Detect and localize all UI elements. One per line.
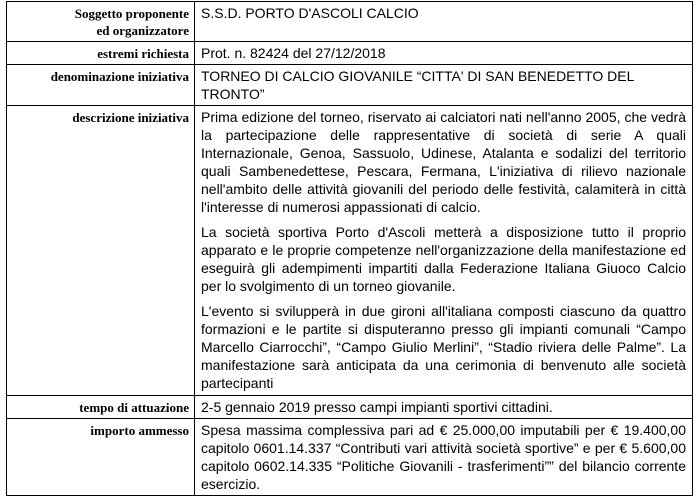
initiative-details-table [6, 1, 693, 496]
value-importo: Spesa massima complessiva pari ad € 25.000,00 imputabili per € 19.400,00 capitolo 0601.14.337 “Contributi vari attività società sportive” e per € 5.600,00 capitolo 0602.14.335 “Politiche Giovanili - trasferimenti”” del bilancio corrente esercizio. [195, 419, 693, 496]
label-estremi: estremi richiesta [7, 42, 195, 65]
value-descrizione [195, 106, 693, 396]
label-soggetto-line2: ed organizzatore [96, 23, 189, 38]
descrizione-paragraph-1: Prima edizione del torneo, riservato ai calciatori nati nell'anno 2005, che vedrà la partecipazione delle rappresentative di società di serie A quali Internazionale, Genoa, Sassuolo, Udinese, Atalanta e sodalizi del territorio quali Sambenedettese, Pescara, Fermana, L'iniziativa di rilievo nazionale nell'ambito delle attività giovanili del periodo delle festività, calamiterà in città l'interesse di numerosi appassionati di calcio. [201, 109, 686, 215]
row-importo [7, 419, 693, 496]
descrizione-paragraph-2: La società sportiva Porto d'Ascoli metterà a disposizione tutto il proprio apparato e le proprie competenze nell'organizzazione della manifestazione ed eseguirà gli adempimenti impartiti dalla Federazione Italiana Giuoco Calcio per lo svolgimento di un torneo giovanile. [201, 224, 686, 294]
row-soggetto [7, 2, 693, 42]
value-soggetto: S.S.D. PORTO D'ASCOLI CALCIO [195, 2, 693, 42]
label-importo: importo ammesso [7, 419, 195, 496]
row-tempo [7, 396, 693, 419]
row-denominazione [7, 65, 693, 106]
value-estremi: Prot. n. 82424 del 27/12/2018 [195, 42, 693, 65]
value-tempo: 2-5 gennaio 2019 presso campi impianti sportivi cittadini. [195, 396, 693, 419]
label-tempo: tempo di attuazione [7, 396, 195, 419]
row-descrizione [7, 106, 693, 396]
descrizione-paragraph-3: L'evento si svilupperà in due gironi all'italiana composti ciascuno da quattro formazioni e le partite si disputeranno presso gli impianti comunali “Campo Marcello Ciarrocchi”, “Campo Giulio Merlini”, “Stadio riviera delle Palme”. La manifestazione sarà anticipata da una cerimonia di benvenuto alle società partecipanti [201, 303, 686, 391]
label-soggetto-line1: Soggetto proponente [74, 6, 189, 21]
value-denominazione: TORNEO DI CALCIO GIOVANILE “CITTA' DI SAN BENEDETTO DEL TRONTO” [195, 65, 693, 106]
label-descrizione: descrizione iniziativa [7, 106, 195, 396]
row-estremi [7, 42, 693, 65]
label-denominazione: denominazione iniziativa [7, 65, 195, 106]
label-soggetto [7, 2, 195, 42]
